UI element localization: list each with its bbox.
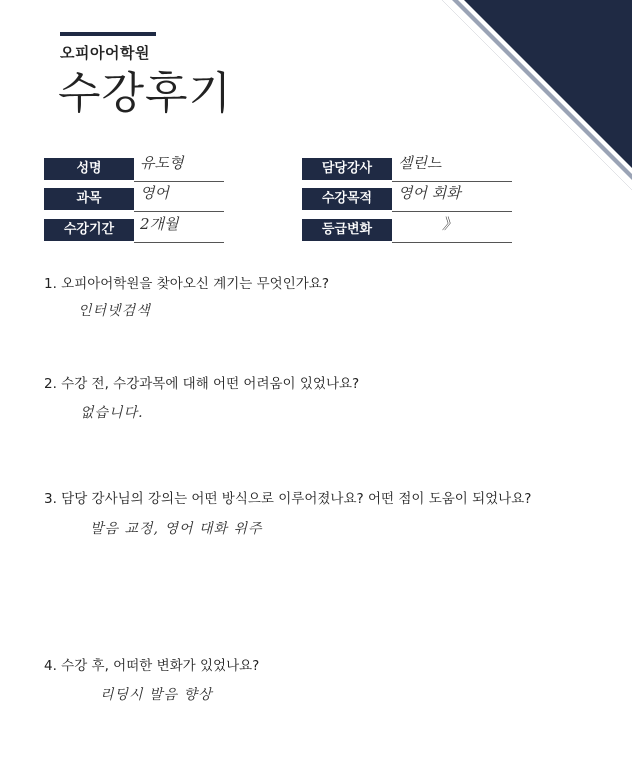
field-purpose <box>302 184 512 212</box>
period-label: 수강기간 <box>44 219 134 241</box>
answer-1: 인터넷검색 <box>78 303 151 319</box>
course-underline <box>134 211 224 212</box>
name-value: 유도형 <box>140 154 184 172</box>
field-course <box>44 184 224 212</box>
page-title: 수강후기 <box>58 68 233 119</box>
answer-2: 없습니다. <box>80 405 144 421</box>
instructor-value: 셀린느 <box>398 154 442 172</box>
question-4: 4. 수강 후, 어떠한 변화가 있었나요? <box>44 658 260 674</box>
question-1: 1. 오피아어학원을 찾아오신 계기는 무엇인가요? <box>44 276 329 292</box>
question-3: 3. 담당 강사님의 강의는 어떤 방식으로 이루어졌나요? 어떤 점이 도움이 되었나요? <box>44 491 532 507</box>
answer-3: 발음 교정, 영어 대화 위주 <box>90 521 263 537</box>
brand-name: 오피아어학원 <box>60 44 150 62</box>
course-label: 과목 <box>44 188 134 210</box>
level-value: 》 <box>442 215 458 233</box>
purpose-underline <box>392 211 512 212</box>
purpose-value: 영어 회화 <box>398 184 461 202</box>
field-instructor <box>302 154 512 182</box>
level-label: 등급변화 <box>302 219 392 241</box>
purpose-label: 수강목적 <box>302 188 392 210</box>
field-name <box>44 154 224 182</box>
course-value: 영어 <box>140 184 169 202</box>
answer-4: 리딩시 발음 향상 <box>100 687 213 703</box>
level-underline <box>392 242 512 243</box>
question-2: 2. 수강 전, 수강과목에 대해 어떤 어려움이 있었나요? <box>44 376 360 392</box>
field-period <box>44 215 224 243</box>
name-label: 성명 <box>44 158 134 180</box>
period-value: 2개월 <box>140 215 179 233</box>
instructor-label: 담당강사 <box>302 158 392 180</box>
field-level <box>302 215 512 243</box>
period-underline <box>134 242 224 243</box>
brand-bar <box>60 32 156 36</box>
